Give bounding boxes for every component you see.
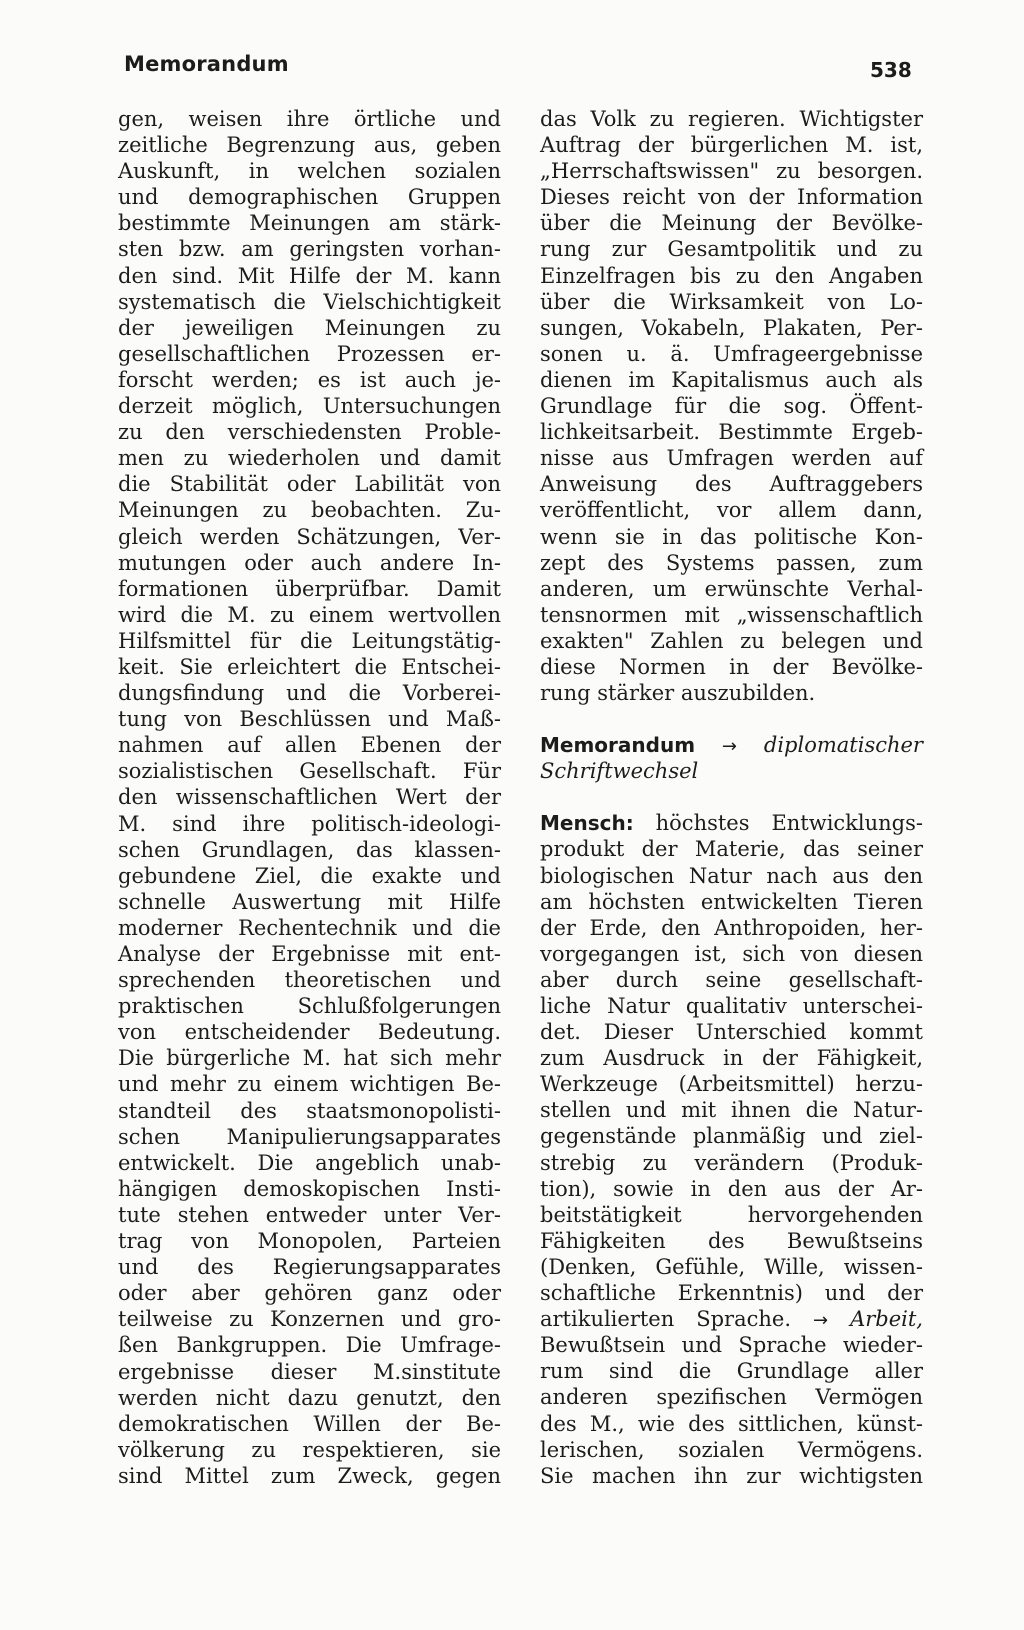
text-line: mutungen oder auch andere In- — [118, 550, 501, 575]
text-line: strebig zu verändern (Produk- — [540, 1150, 923, 1175]
text-line: Einzelfragen bis zu den Angaben — [540, 263, 923, 288]
text-line: formationen überprüfbar. Damit — [118, 576, 501, 601]
text-line: schen Grundlagen, das klassen- — [118, 837, 501, 862]
text-line: sungen, Vokabeln, Plakaten, Per- — [540, 315, 923, 340]
cross-reference-entry — [540, 732, 923, 784]
text-line: nisse aus Umfragen werden auf — [540, 446, 923, 471]
text-line: gegenstände planmäßig und ziel- — [540, 1124, 923, 1149]
text-line: men zu wiederholen und damit — [118, 446, 501, 471]
text-line: werden nicht dazu genutzt, den — [118, 1385, 501, 1410]
text-line: hängigen demoskopischen Insti- — [118, 1176, 501, 1201]
left-column — [118, 106, 501, 1489]
text-line: aber durch seine gesellschaft- — [540, 967, 923, 992]
running-head: Memorandum — [124, 52, 289, 76]
text-line: über die Wirksamkeit von Lo- — [540, 289, 923, 314]
text-line: das Volk zu regieren. Wichtigster — [540, 107, 923, 131]
text-line: forscht werden; es ist auch je- — [118, 367, 501, 392]
mensch-entry — [540, 810, 923, 1488]
text-line: „Herrschaftswissen" zu besorgen. — [540, 159, 923, 184]
text-line: derzeit möglich, Untersuchungen — [118, 394, 501, 419]
text-line: Fähigkeiten des Bewußtseins — [540, 1228, 923, 1253]
text-line: tung von Beschlüssen und Maß- — [118, 707, 501, 732]
text-line: den sind. Mit Hilfe der M. kann — [118, 263, 501, 288]
text-line: entwickelt. Die angeblich unab- — [118, 1150, 501, 1175]
cross-ref-headword: Memorandum — [540, 733, 696, 758]
text-line: und mehr zu einem wichtigen Be- — [118, 1072, 501, 1097]
entry-text: höchstes Entwicklungs- — [655, 811, 923, 836]
text-line: gen, weisen ihre örtliche und — [118, 107, 501, 131]
text-line: M. sind ihre politisch-ideologi- — [118, 811, 501, 836]
text-line: Bewußtsein und Sprache wieder- — [540, 1333, 923, 1358]
text-line: produkt der Materie, das seiner — [540, 837, 923, 862]
text-line: ergebnisse dieser M.sinstitute — [118, 1359, 501, 1384]
text-line: sten bzw. am geringsten vorhan- — [118, 237, 501, 262]
text-line: moderner Rechentechnik und die — [118, 915, 501, 940]
text-line: oder aber gehören ganz oder — [118, 1281, 501, 1306]
text-line: zeitliche Begrenzung aus, geben — [118, 133, 501, 158]
text-line: wenn sie in das politische Kon- — [540, 524, 923, 549]
text-line: bestimmte Meinungen am stärk- — [118, 211, 501, 236]
text-line: wird die M. zu einem wertvollen — [118, 602, 501, 627]
text-line: trag von Monopolen, Parteien — [118, 1229, 501, 1254]
text-line: liche Natur qualitativ unterschei- — [540, 994, 923, 1018]
text-line: exakten" Zahlen zu belegen und — [540, 628, 923, 653]
text-line: rung stärker auszubilden. — [540, 681, 816, 706]
text-line: sozialistischen Gesellschaft. Für — [118, 759, 501, 784]
text-line: teilweise zu Konzernen und gro- — [118, 1307, 501, 1332]
text-line: Auskunft, in welchen sozialen — [118, 159, 501, 184]
text-line: tensnormen mit „wissenschaftlich — [540, 602, 923, 627]
entry-text: artikulierten Sprache. — [540, 1307, 792, 1332]
text-line: schen Manipulierungsapparates — [118, 1124, 501, 1149]
text-line: rung zur Gesamtpolitik und zu — [540, 237, 923, 262]
text-line: anderen spezifischen Vermögen — [540, 1385, 923, 1410]
text-line: biologischen Natur nach aus den — [540, 863, 923, 888]
text-line: der Erde, den Anthropoiden, her- — [540, 915, 923, 940]
text-line: sprechenden theoretischen und — [118, 968, 501, 993]
text-line: schnelle Auswertung mit Hilfe — [118, 889, 501, 914]
text-line: der jeweiligen Meinungen zu — [118, 315, 501, 340]
text-line: Hilfsmittel für die Leitungstätig- — [118, 628, 501, 653]
text-line: den wissenschaftlichen Wert der — [118, 785, 501, 810]
text-line: beitstätigkeit hervorgehenden — [540, 1202, 923, 1227]
text-line: dienen im Kapitalismus auch als — [540, 367, 923, 392]
text-line: praktischen Schlußfolgerungen — [118, 994, 501, 1019]
entry-headword: Mensch: — [540, 811, 634, 836]
text-line: über die Meinung der Bevölke- — [540, 211, 923, 236]
text-line: systematisch die Vielschichtigkeit — [118, 289, 501, 314]
text-line: vorgegangen ist, sich von diesen — [540, 941, 923, 966]
text-line: diese Normen in der Bevölke- — [540, 654, 923, 679]
text-line: lerischen, sozialen Vermögens. — [540, 1437, 923, 1462]
text-line: det. Dieser Unterschied kommt — [540, 1020, 923, 1045]
page-number: 538 — [870, 58, 912, 82]
text-line: tute stehen entweder unter Ver- — [118, 1202, 501, 1227]
text-line: Anweisung des Auftraggebers — [540, 472, 923, 497]
text-line: und demographischen Gruppen — [118, 185, 501, 210]
text-line: Meinungen zu beobachten. Zu- — [118, 498, 501, 523]
text-line: (Denken, Gefühle, Wille, wissen- — [540, 1254, 923, 1279]
text-line: zept des Systems passen, zum — [540, 550, 923, 575]
text-line: gleich werden Schätzungen, Ver- — [118, 524, 501, 549]
text-line: nahmen auf allen Ebenen der — [118, 733, 501, 758]
arrow-icon: → — [721, 736, 738, 758]
text-line: zu den verschiedensten Proble- — [118, 420, 501, 445]
cross-ref-target[interactable]: diplomatischer — [763, 733, 923, 758]
text-line: demokratischen Willen der Be- — [118, 1411, 501, 1436]
text-line: dungsfindung und die Vorberei- — [118, 681, 501, 706]
text-line: Sie machen ihn zur wichtigsten — [540, 1463, 923, 1488]
text-line: gesellschaftlichen Prozessen er- — [118, 341, 501, 366]
text-line: ßen Bankgruppen. Die Umfrage- — [118, 1333, 501, 1358]
text-line: die Stabilität oder Labilität von — [118, 472, 501, 497]
text-line: Grundlage für die sog. Öffent- — [540, 394, 923, 419]
text-line: sonen u. ä. Umfrageergebnisse — [540, 341, 923, 366]
text-line: Die bürgerliche M. hat sich mehr — [118, 1046, 501, 1071]
text-line: Werkzeuge (Arbeitsmittel) herzu- — [540, 1072, 923, 1097]
text-line: völkerung zu respektieren, sie — [118, 1437, 501, 1462]
text-line: gebundene Ziel, die exakte und — [118, 863, 501, 888]
text-line: veröffentlicht, vor allem dann, — [540, 498, 923, 523]
memorandum-continuation — [540, 106, 923, 706]
text-line: anderen, um erwünschte Verhal- — [540, 576, 923, 601]
text-line: Auftrag der bürgerlichen M. ist, — [540, 133, 923, 158]
text-line: lichkeitsarbeit. Bestimmte Ergeb- — [540, 420, 923, 445]
cross-ref-target-cont[interactable]: Schriftwechsel — [540, 759, 699, 784]
text-line: Dieses reicht von der Information — [540, 185, 923, 210]
text-line: schaftliche Erkenntnis) und der — [540, 1281, 923, 1306]
text-line: rum sind die Grundlage aller — [540, 1359, 923, 1384]
text-line: stellen und mit ihnen die Natur- — [540, 1098, 923, 1123]
text-line: sind Mittel zum Zweck, gegen — [118, 1463, 501, 1488]
text-line: zum Ausdruck in der Fähigkeit, — [540, 1046, 923, 1071]
text-line: des M., wie des sittlichen, künst- — [540, 1411, 923, 1436]
arrow-icon: → — [813, 1310, 829, 1332]
text-line: am höchsten entwickelten Tieren — [540, 889, 923, 914]
text-line: tion), sowie in den aus der Ar- — [540, 1176, 923, 1201]
text-line: von entscheidender Bedeutung. — [118, 1020, 501, 1045]
text-line: standteil des staatsmonopolisti- — [118, 1098, 501, 1123]
text-line: keit. Sie erleichtert die Entschei- — [118, 654, 501, 679]
cross-ref-arbeit[interactable]: Arbeit, — [850, 1307, 923, 1332]
text-line: Analyse der Ergebnisse mit ent- — [118, 942, 501, 966]
right-column — [540, 106, 923, 1489]
text-line: und des Regierungsapparates — [118, 1255, 501, 1280]
